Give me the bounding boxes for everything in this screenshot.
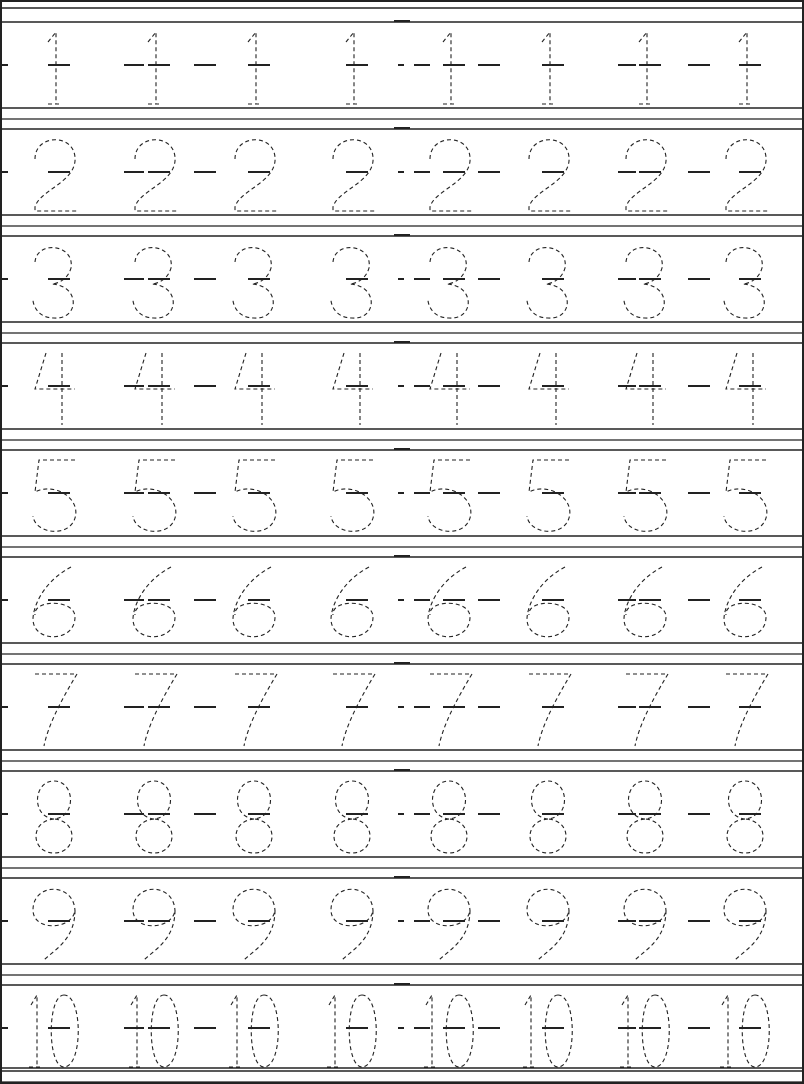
trace-digit-4: [430, 353, 470, 425]
digit-stroke: [739, 32, 747, 104]
trace-digit-8: [727, 781, 763, 853]
digit-stroke: [331, 567, 373, 637]
trace-digit-2: [333, 140, 375, 211]
digit-stroke: [624, 889, 666, 960]
digit-stroke: [529, 140, 571, 211]
digit-stroke: [133, 567, 175, 637]
practice-row-7: [2, 663, 802, 761]
digit-stroke: [527, 460, 570, 531]
trace-digit-2: [235, 140, 277, 211]
digit-stroke: [724, 460, 767, 531]
trace-digit-3: [527, 248, 567, 319]
digit-stroke: [545, 995, 572, 1067]
digit-stroke: [626, 674, 668, 746]
digit-stroke: [334, 781, 370, 853]
digit-stroke: [430, 353, 470, 389]
trace-digit-4: [235, 353, 275, 425]
practice-row-6: [2, 556, 802, 654]
trace-digit-8: [431, 781, 467, 853]
digit-stroke: [529, 674, 571, 746]
trace-digit-2: [529, 140, 571, 211]
trace-digit-9: [331, 889, 373, 960]
trace-digit-3: [133, 248, 173, 319]
digit-stroke: [135, 353, 175, 389]
trace-digit-9: [428, 889, 470, 960]
trace-digit-6: [133, 567, 175, 637]
digit-stroke: [35, 674, 77, 746]
trace-digit-9: [133, 889, 175, 960]
digit-stroke: [331, 889, 373, 960]
digit-stroke: [431, 781, 467, 853]
digit-stroke: [430, 674, 472, 746]
trace-digit-3: [724, 248, 764, 319]
digit-stroke: [151, 995, 178, 1067]
digit-stroke: [233, 889, 275, 960]
trace-digit-6: [33, 567, 75, 637]
trace-digit-9: [624, 889, 666, 960]
digit-stroke: [131, 995, 137, 1067]
digit-stroke: [742, 995, 769, 1067]
trace-digit-9: [527, 889, 569, 960]
trace-digit-9: [724, 889, 766, 960]
trace-digit-1: [48, 32, 62, 104]
digit-stroke: [428, 567, 470, 637]
trace-digit-3: [331, 248, 371, 319]
digit-stroke: [331, 460, 374, 531]
trace-digit-4: [333, 353, 373, 425]
trace-digit-6: [527, 567, 569, 637]
trace-digit-10: [720, 995, 769, 1067]
digit-stroke: [527, 567, 569, 637]
trace-digit-5: [527, 460, 570, 531]
trace-digit-10: [229, 995, 278, 1067]
digit-stroke: [31, 995, 37, 1067]
trace-digit-10: [424, 995, 473, 1067]
digit-stroke: [48, 32, 56, 104]
trace-digit-5: [133, 460, 176, 531]
digit-stroke: [527, 248, 567, 319]
digit-stroke: [642, 995, 669, 1067]
trace-digit-7: [626, 674, 668, 746]
practice-row-4: [2, 342, 802, 440]
digit-stroke: [33, 460, 76, 531]
digit-stroke: [248, 32, 256, 104]
trace-digit-8: [136, 781, 172, 853]
digit-stroke: [624, 460, 667, 531]
trace-digit-2: [430, 140, 472, 211]
trace-digit-7: [529, 674, 571, 746]
trace-digit-3: [233, 248, 273, 319]
trace-digit-8: [627, 781, 663, 853]
digit-stroke: [33, 567, 75, 637]
digit-stroke: [726, 353, 766, 389]
digit-stroke: [133, 889, 175, 960]
digit-stroke: [333, 353, 373, 389]
digit-stroke: [639, 32, 647, 104]
digit-stroke: [349, 995, 376, 1067]
digit-stroke: [727, 781, 763, 853]
trace-digit-8: [334, 781, 370, 853]
trace-digit-10: [327, 995, 376, 1067]
digit-stroke: [446, 995, 473, 1067]
trace-digit-6: [331, 567, 373, 637]
trace-digit-7: [235, 674, 277, 746]
digit-stroke: [33, 889, 75, 960]
trace-digit-6: [428, 567, 470, 637]
digit-stroke: [133, 248, 173, 319]
trace-digit-2: [726, 140, 768, 211]
trace-digit-10: [129, 995, 178, 1067]
trace-digit-9: [33, 889, 75, 960]
digit-stroke: [35, 140, 77, 211]
trace-digit-6: [624, 567, 666, 637]
digit-stroke: [426, 995, 432, 1067]
trace-digit-1: [443, 32, 457, 104]
trace-digit-2: [35, 140, 77, 211]
digit-stroke: [726, 674, 768, 746]
trace-digit-7: [430, 674, 472, 746]
trace-digit-5: [428, 460, 471, 531]
digit-stroke: [133, 460, 176, 531]
digit-stroke: [428, 460, 471, 531]
trace-digit-5: [724, 460, 767, 531]
trace-digit-4: [135, 353, 175, 425]
digit-stroke: [233, 460, 276, 531]
digit-stroke: [722, 995, 728, 1067]
trace-digit-1: [248, 32, 262, 104]
digit-stroke: [331, 248, 371, 319]
trace-digit-8: [236, 781, 272, 853]
digit-stroke: [443, 32, 451, 104]
digit-stroke: [231, 995, 237, 1067]
trace-digit-5: [624, 460, 667, 531]
trace-digit-3: [428, 248, 468, 319]
digit-stroke: [346, 32, 354, 104]
trace-digit-7: [726, 674, 768, 746]
digit-stroke: [726, 140, 768, 211]
digit-stroke: [624, 567, 666, 637]
trace-digit-7: [35, 674, 77, 746]
practice-row-3: [2, 235, 802, 333]
digit-stroke: [135, 140, 177, 211]
trace-digit-6: [724, 567, 766, 637]
trace-digit-1: [346, 32, 360, 104]
digit-stroke: [233, 248, 273, 319]
trace-digit-10: [523, 995, 572, 1067]
digit-stroke: [251, 995, 278, 1067]
trace-digit-3: [624, 248, 664, 319]
digit-stroke: [626, 353, 666, 389]
trace-digit-7: [135, 674, 177, 746]
trace-digit-10: [29, 995, 78, 1067]
trace-digit-1: [739, 32, 753, 104]
digit-stroke: [626, 140, 668, 211]
digit-stroke: [428, 248, 468, 319]
digit-stroke: [236, 781, 272, 853]
trace-digit-4: [626, 353, 666, 425]
digit-stroke: [622, 995, 628, 1067]
trace-digit-1: [542, 32, 556, 104]
digit-stroke: [33, 248, 73, 319]
practice-row-5: [2, 449, 802, 547]
trace-digit-9: [233, 889, 275, 960]
digit-stroke: [724, 889, 766, 960]
trace-digit-5: [233, 460, 276, 531]
digit-stroke: [430, 140, 472, 211]
trace-digit-1: [148, 32, 162, 104]
trace-digit-2: [135, 140, 177, 211]
practice-row-9: [2, 877, 802, 975]
digit-stroke: [235, 353, 275, 389]
digit-stroke: [235, 674, 277, 746]
trace-digit-6: [233, 567, 275, 637]
trace-digit-3: [33, 248, 73, 319]
digit-stroke: [35, 353, 75, 389]
digit-stroke: [136, 781, 172, 853]
trace-digit-10: [620, 995, 669, 1067]
trace-digit-2: [626, 140, 668, 211]
trace-digit-5: [33, 460, 76, 531]
digit-stroke: [51, 995, 78, 1067]
digit-stroke: [627, 781, 663, 853]
trace-digit-5: [331, 460, 374, 531]
digit-stroke: [333, 674, 375, 746]
digit-stroke: [235, 140, 277, 211]
digit-stroke: [624, 248, 664, 319]
trace-digit-1: [639, 32, 653, 104]
digit-stroke: [329, 995, 335, 1067]
digit-stroke: [530, 781, 566, 853]
digit-stroke: [724, 567, 766, 637]
digit-stroke: [428, 889, 470, 960]
practice-row-8: [2, 770, 802, 868]
digit-stroke: [36, 781, 72, 853]
trace-digit-7: [333, 674, 375, 746]
digit-stroke: [525, 995, 531, 1067]
trace-digit-4: [726, 353, 766, 425]
digit-stroke: [135, 674, 177, 746]
digit-stroke: [529, 353, 569, 389]
practice-row-1: [2, 21, 802, 119]
digit-stroke: [542, 32, 550, 104]
worksheet-canvas: [2, 2, 802, 1082]
trace-digit-8: [36, 781, 72, 853]
trace-digit-8: [530, 781, 566, 853]
trace-digit-4: [35, 353, 75, 425]
digit-stroke: [333, 140, 375, 211]
digit-stroke: [148, 32, 156, 104]
practice-row-2: [2, 128, 802, 226]
digit-stroke: [527, 889, 569, 960]
trace-digit-4: [529, 353, 569, 425]
digit-stroke: [724, 248, 764, 319]
digit-stroke: [233, 567, 275, 637]
